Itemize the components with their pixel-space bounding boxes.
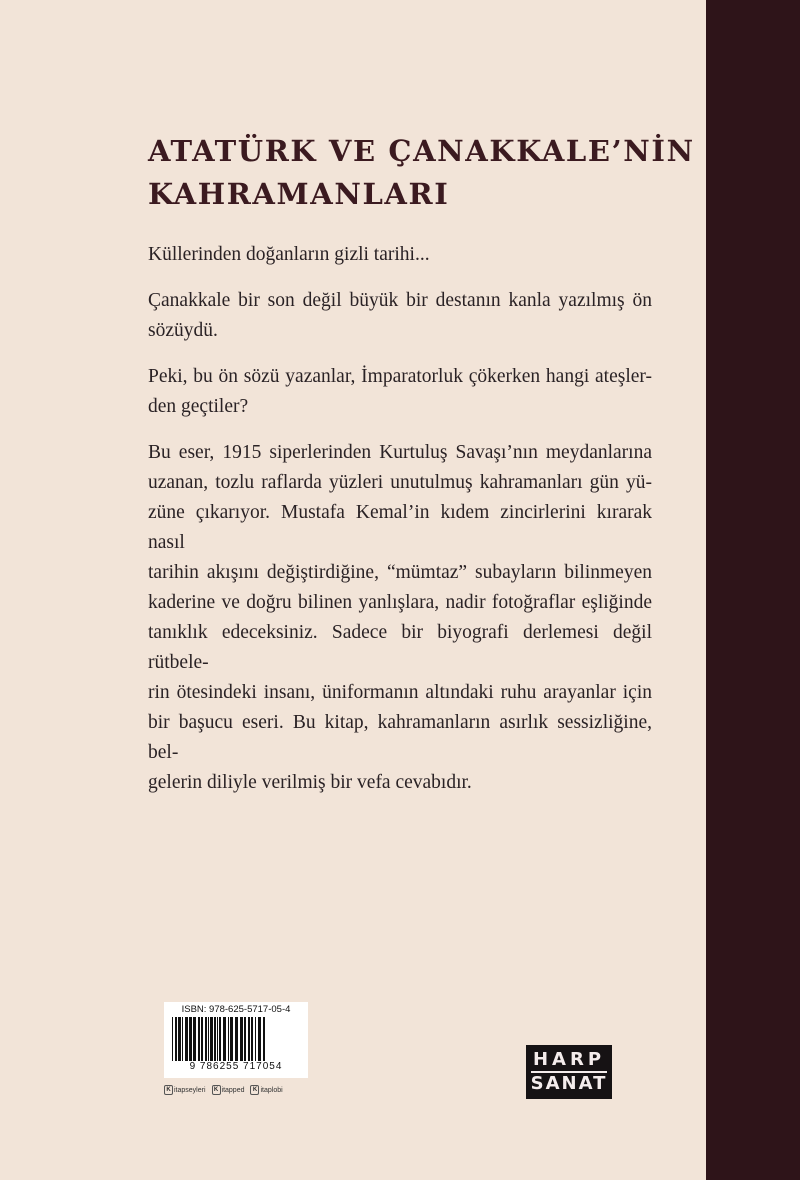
blurb-paragraph-main xyxy=(148,438,652,798)
blurb-paragraph-question xyxy=(148,362,652,422)
back-cover-blurb xyxy=(148,240,652,814)
retailer-name: itapseyleri xyxy=(174,1086,206,1094)
publisher-logo-line: HARP xyxy=(532,1049,606,1070)
blurb-paragraph-intro xyxy=(148,286,652,346)
barcode-bars xyxy=(170,1017,302,1061)
barcode-bar xyxy=(208,1017,209,1061)
blurb-line: rin ötesindeki insanı, üniformanın altındaki ruhu arayanlar için xyxy=(148,682,652,703)
blurb-line: bir başucu eseri. Bu kitap, kahramanların asırlık sessizliğine, bel- xyxy=(148,712,652,763)
barcode-bar xyxy=(248,1017,250,1061)
barcode-bar xyxy=(217,1017,218,1061)
blurb-line: tanıklık edeceksiniz. Sadece bir biyografi derlemesi değil rütbele- xyxy=(148,622,652,673)
retailer-k-icon: K xyxy=(212,1085,221,1095)
barcode-number: 9 786255 717054 xyxy=(189,1061,283,1072)
barcode-bar xyxy=(219,1017,221,1061)
blurb-line: gelerin diliyle verilmiş bir vefa cevabıdır. xyxy=(148,772,472,793)
retailer-k-icon: K xyxy=(250,1085,259,1095)
blurb-line: Çanakkale bir son değil büyük bir destanın kanla yazılmış ön xyxy=(148,290,652,311)
barcode-bar xyxy=(235,1017,238,1061)
barcode-bar xyxy=(210,1017,213,1061)
barcode-bar xyxy=(205,1017,207,1061)
barcode-bar xyxy=(251,1017,253,1061)
retailer-logo xyxy=(212,1085,245,1095)
retailer-logo xyxy=(250,1085,282,1095)
book-title xyxy=(148,130,695,216)
blurb-line: sözüydü. xyxy=(148,320,218,341)
blurb-line: uzanan, tozlu raflarda yüzleri unutulmuş kahramanları gün yü- xyxy=(148,472,652,493)
blurb-line: züne çıkarıyor. Mustafa Kemal’in kıdem zincirlerini kırarak nasıl xyxy=(148,502,652,553)
spine-band xyxy=(706,0,800,1180)
barcode-bar xyxy=(178,1017,181,1061)
retailer-name: itapped xyxy=(221,1086,245,1094)
barcode-bar xyxy=(240,1017,243,1061)
publisher-logo-line: SANAT xyxy=(530,1073,608,1094)
blurb-line: Bu eser, 1915 siperlerinden Kurtuluş Savaşı’nın meydanlarına xyxy=(148,442,652,463)
barcode-bar xyxy=(198,1017,200,1061)
barcode-bar xyxy=(172,1017,173,1061)
blurb-line: tarihin akışını değiştirdiğine, “mümtaz” subayların bilinmeyen xyxy=(148,562,652,583)
barcode-bar xyxy=(255,1017,256,1061)
blurb-line: Peki, bu ön sözü yazanlar, İmparatorluk çökerken hangi ateşler- xyxy=(148,366,652,387)
blurb-line: kaderine ve doğru bilinen yanlışlara, nadir fotoğraflar eşliğinde xyxy=(148,592,652,613)
isbn-barcode xyxy=(164,1002,308,1078)
barcode-bar xyxy=(228,1017,229,1061)
barcode-bar xyxy=(214,1017,216,1061)
book-title-line: KAHRAMANLARI xyxy=(148,177,450,211)
barcode-bar xyxy=(185,1017,188,1061)
retailer-logo xyxy=(164,1085,206,1095)
isbn-label: ISBN: 978-625-5717-05-4 xyxy=(181,1004,291,1015)
barcode-bar xyxy=(175,1017,177,1061)
barcode-bar xyxy=(193,1017,196,1061)
barcode-bar xyxy=(244,1017,246,1061)
blurb-line: den geçtiler? xyxy=(148,396,249,417)
barcode-bar xyxy=(258,1017,261,1061)
retailer-k-icon: K xyxy=(164,1085,173,1095)
publisher-logo xyxy=(526,1045,612,1099)
barcode-bar xyxy=(263,1017,265,1061)
blurb-line: Küllerinden doğanların gizli tarihi... xyxy=(148,244,430,265)
barcode-bar xyxy=(201,1017,203,1061)
retailer-name: itaplobi xyxy=(260,1086,283,1094)
barcode-bar xyxy=(223,1017,226,1061)
blurb-paragraph-tagline xyxy=(148,240,652,270)
barcode-bar xyxy=(230,1017,233,1061)
retailer-logos xyxy=(164,1083,314,1097)
barcode-bar xyxy=(182,1017,183,1061)
book-title-line: ATATÜRK VE ÇANAKKALE’NİN xyxy=(148,134,695,168)
barcode-bar xyxy=(189,1017,192,1061)
